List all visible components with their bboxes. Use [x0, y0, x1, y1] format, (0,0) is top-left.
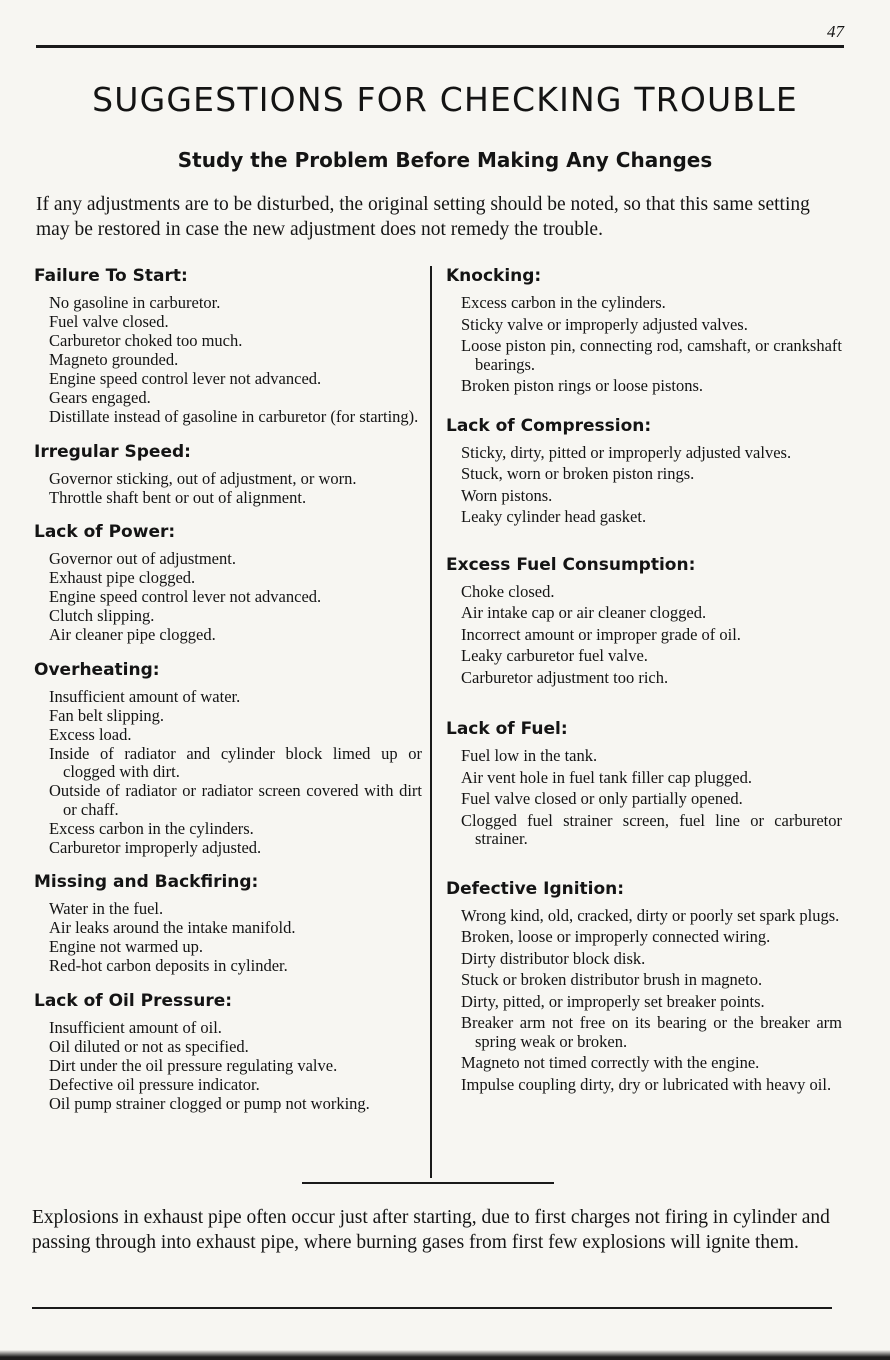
list-item: Red-hot carbon deposits in cylinder.	[49, 956, 288, 975]
item-list	[34, 900, 422, 976]
page-title: SUGGESTIONS FOR CHECKING TROUBLE	[92, 80, 798, 119]
section-defective-ignition	[446, 877, 842, 1095]
list-item: Carburetor adjustment too rich.	[461, 667, 669, 687]
section-overheating	[34, 658, 422, 858]
list-item: Excess carbon in the cylinders.	[49, 818, 254, 838]
section-heading: Lack of Fuel:	[446, 719, 568, 739]
section-irregular-speed	[34, 440, 422, 508]
list-item: Engine not warmed up.	[49, 937, 203, 956]
section-heading: Irregular Speed:	[34, 441, 191, 462]
section-heading: Overheating:	[34, 659, 160, 680]
section-heading: Failure To Start:	[34, 266, 188, 286]
item-list	[446, 583, 842, 688]
list-item: Clutch slipping.	[49, 606, 155, 625]
section-heading: Lack of Compression:	[446, 415, 652, 436]
list-item: Inside of radiator and cylinder block limed up or clogged with dirt.	[49, 743, 422, 781]
list-item: Leaky carburetor fuel valve.	[461, 646, 648, 665]
list-item: Engine speed control lever not advanced.	[49, 369, 322, 388]
list-item: Air leaks around the intake manifold.	[49, 918, 296, 937]
section-excess-fuel-consumption	[446, 553, 842, 688]
section-lack-of-power	[34, 520, 422, 645]
item-list	[446, 294, 842, 396]
list-item: Carburetor choked too much.	[49, 331, 243, 350]
left-column	[34, 264, 422, 1114]
item-list	[446, 444, 842, 527]
section-rule	[302, 1182, 554, 1184]
list-item: Air vent hole in fuel tank filler cap plugged.	[461, 767, 752, 787]
list-item: Governor sticking, out of adjustment, or worn.	[49, 468, 357, 488]
list-item: Exhaust pipe clogged.	[49, 568, 196, 587]
section-lack-of-compression	[446, 414, 842, 527]
list-item: Fan belt slipping.	[49, 705, 165, 725]
list-item: Breaker arm not free on its bearing or the breaker arm spring weak or broken.	[461, 1013, 842, 1051]
list-item: Oil diluted or not as specified.	[49, 1036, 249, 1056]
right-column	[446, 264, 842, 1097]
list-item: Excess load.	[49, 724, 132, 744]
scan-edge-shadow	[0, 1350, 890, 1360]
section-heading: Missing and Backfiring:	[34, 872, 259, 892]
list-item: Dirty distributor block disk.	[461, 948, 646, 968]
section-missing-and-backfiring	[34, 870, 422, 976]
list-item: Gears engaged.	[49, 388, 151, 407]
list-item: Distillate instead of gasoline in carburetor (for starting).	[49, 407, 419, 426]
section-heading: Knocking:	[446, 266, 542, 286]
top-rule	[36, 45, 844, 48]
intro-paragraph: If any adjustments are to be disturbed, the original setting should be noted, so that this same setting may be restored in case the new adjustment does not remedy the trouble.	[36, 194, 810, 240]
list-item: Fuel valve closed or only partially opened.	[461, 789, 743, 808]
list-item: Carburetor improperly adjusted.	[49, 837, 262, 857]
section-heading: Excess Fuel Consumption:	[446, 554, 696, 575]
list-item: Broken piston rings or loose pistons.	[461, 376, 703, 395]
item-list	[446, 907, 842, 1095]
list-item: Loose piston pin, connecting rod, camshaft, or crankshaft bearings.	[461, 336, 842, 374]
list-item: Wrong kind, old, cracked, dirty or poorly set spark plugs.	[461, 905, 840, 925]
list-item: Insufficient amount of water.	[49, 686, 241, 706]
list-item: Worn pistons.	[461, 485, 553, 505]
item-list	[34, 1019, 422, 1114]
list-item: Fuel valve closed.	[49, 312, 169, 331]
list-item: Insufficient amount of oil.	[49, 1017, 222, 1037]
list-item: Magneto not timed correctly with the engine.	[461, 1053, 760, 1072]
list-item: Choke closed.	[461, 581, 555, 601]
column-divider	[430, 266, 432, 1178]
list-item: Throttle shaft bent or out of alignment.	[49, 487, 307, 507]
list-item: Oil pump strainer clogged or pump not working.	[49, 1093, 370, 1113]
list-item: Engine speed control lever not advanced.	[49, 587, 322, 606]
section-heading: Lack of Oil Pressure:	[34, 990, 233, 1011]
list-item: Leaky cylinder head gasket.	[461, 507, 647, 526]
list-item: Water in the fuel.	[49, 899, 164, 918]
page-subtitle: Study the Problem Before Making Any Changes	[177, 148, 713, 172]
list-item: No gasoline in carburetor.	[49, 293, 221, 312]
section-lack-of-oil-pressure	[34, 989, 422, 1114]
bottom-rule	[32, 1307, 832, 1309]
section-failure-to-start	[34, 264, 422, 427]
list-item: Stuck, worn or broken piston rings.	[461, 464, 695, 483]
list-item: Fuel low in the tank.	[461, 746, 598, 765]
section-heading: Lack of Power:	[34, 522, 176, 542]
list-item: Sticky, dirty, pitted or improperly adjusted valves.	[461, 442, 792, 462]
list-item: Incorrect amount or improper grade of oil.	[461, 624, 741, 644]
list-item: Dirt under the oil pressure regulating valve.	[49, 1055, 338, 1075]
list-item: Dirty, pitted, or improperly set breaker points.	[461, 991, 765, 1011]
list-item: Sticky valve or improperly adjusted valves.	[461, 314, 748, 334]
list-item: Defective oil pressure indicator.	[49, 1074, 260, 1094]
page-number: 47	[827, 22, 844, 41]
list-item: Magneto grounded.	[49, 350, 179, 369]
item-list	[446, 747, 842, 849]
list-item: Governor out of adjustment.	[49, 549, 236, 568]
section-lack-of-fuel	[446, 717, 842, 849]
item-list	[34, 688, 422, 858]
list-item: Outside of radiator or radiator screen covered with dirt or chaff.	[49, 781, 422, 819]
list-item: Air cleaner pipe clogged.	[49, 625, 216, 644]
list-item: Broken, loose or improperly connected wiring.	[461, 927, 771, 946]
list-item: Clogged fuel strainer screen, fuel line or carburetor strainer.	[461, 810, 842, 848]
list-item: Stuck or broken distributor brush in magneto.	[461, 970, 763, 989]
section-heading: Defective Ignition:	[446, 878, 625, 899]
list-item: Air intake cap or air cleaner clogged.	[461, 603, 707, 622]
item-list	[34, 550, 422, 645]
list-item: Impulse coupling dirty, dry or lubricated with heavy oil.	[461, 1074, 832, 1094]
section-knocking	[446, 264, 842, 396]
list-item: Excess carbon in the cylinders.	[461, 293, 666, 312]
item-list	[34, 470, 422, 508]
footer-note: Explosions in exhaust pipe often occur just after starting, due to first charges not firing in cylinder and passing through into exhaust pipe, where burning gases from first few explosions will ignite them.	[32, 1207, 830, 1253]
item-list	[34, 294, 422, 427]
